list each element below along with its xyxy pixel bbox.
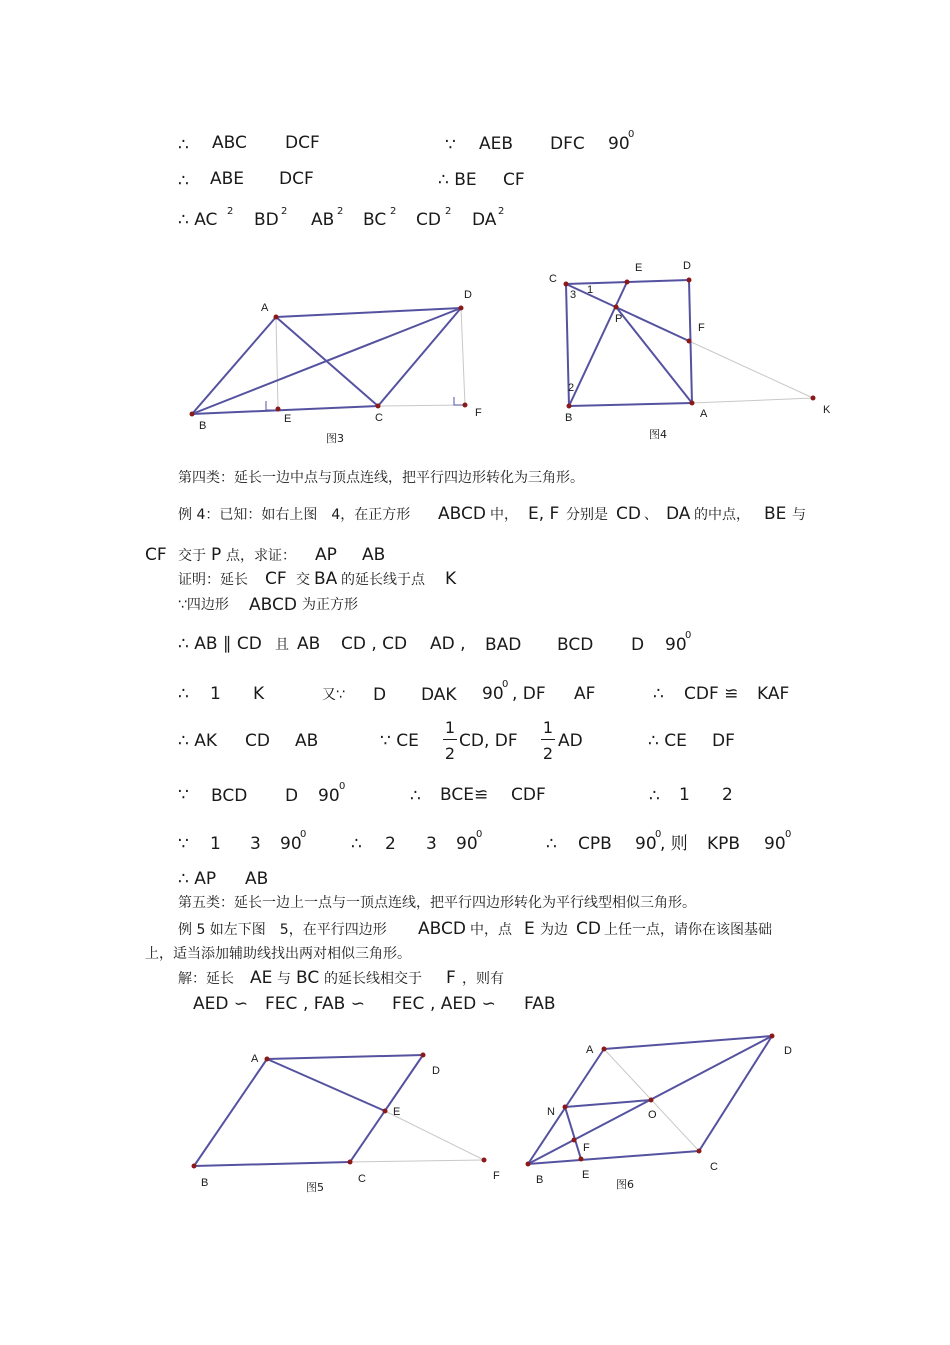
fig5-caption: 图5 (306, 1181, 324, 1194)
section5-heading: 第五类：延长一边上一点与一顶点连线，把平行四边形转化为平行线型相似三角形。 (178, 895, 696, 911)
fig5-label-f: F (493, 1170, 500, 1182)
fig4-label-a: A (700, 408, 708, 420)
fig4-label-f: F (698, 322, 705, 334)
fig4-label-1: 1 (587, 284, 594, 296)
fig6-label-f: F (583, 1142, 590, 1154)
fig4-label-d: D (683, 260, 691, 272)
fig5-label-d: D (432, 1065, 440, 1077)
fig4-label-p: P (615, 313, 623, 325)
figure-3 (190, 289, 483, 445)
fig3-label-e: E (284, 413, 292, 425)
fig4-label-2: 2 (568, 382, 575, 394)
fig6-label-e: E (582, 1169, 590, 1181)
fig4-label-3: 3 (570, 289, 577, 301)
fig6-label-b: B (536, 1174, 544, 1186)
fig3-label-d: D (464, 289, 472, 301)
section4-heading: 第四类：延长一边中点与顶点连线，把平行四边形转化为三角形。 (178, 470, 584, 486)
fig4-label-b: B (565, 412, 573, 424)
fig5-label-b: B (201, 1177, 209, 1189)
figure-4 (549, 260, 831, 441)
fig4-caption: 图4 (649, 428, 667, 441)
fig4-label-e: E (635, 262, 643, 274)
fig3-label-b: B (199, 420, 207, 432)
fig6-label-d: D (784, 1045, 792, 1057)
fig4-label-k: K (823, 404, 831, 416)
fig5-label-c: C (358, 1173, 366, 1185)
fig5-label-e: E (393, 1106, 401, 1118)
fig3-label-a: A (261, 302, 269, 314)
fig6-label-n: N (547, 1106, 555, 1118)
fig3-caption: 图3 (326, 432, 344, 445)
fig3-label-f: F (475, 407, 482, 419)
fig6-caption: 图6 (616, 1178, 634, 1191)
figure-6 (526, 1034, 793, 1192)
fig6-label-o: O (648, 1109, 657, 1121)
example5-statement-cont: 上，适当添加辅助线找出两对相似三角形。 (145, 946, 411, 962)
fig5-label-a: A (251, 1053, 259, 1065)
fig6-label-c: C (710, 1161, 718, 1173)
fig3-label-c: C (375, 412, 383, 424)
figure-5 (192, 1053, 501, 1195)
fig6-label-a: A (586, 1044, 594, 1056)
fig4-label-c: C (549, 273, 557, 285)
